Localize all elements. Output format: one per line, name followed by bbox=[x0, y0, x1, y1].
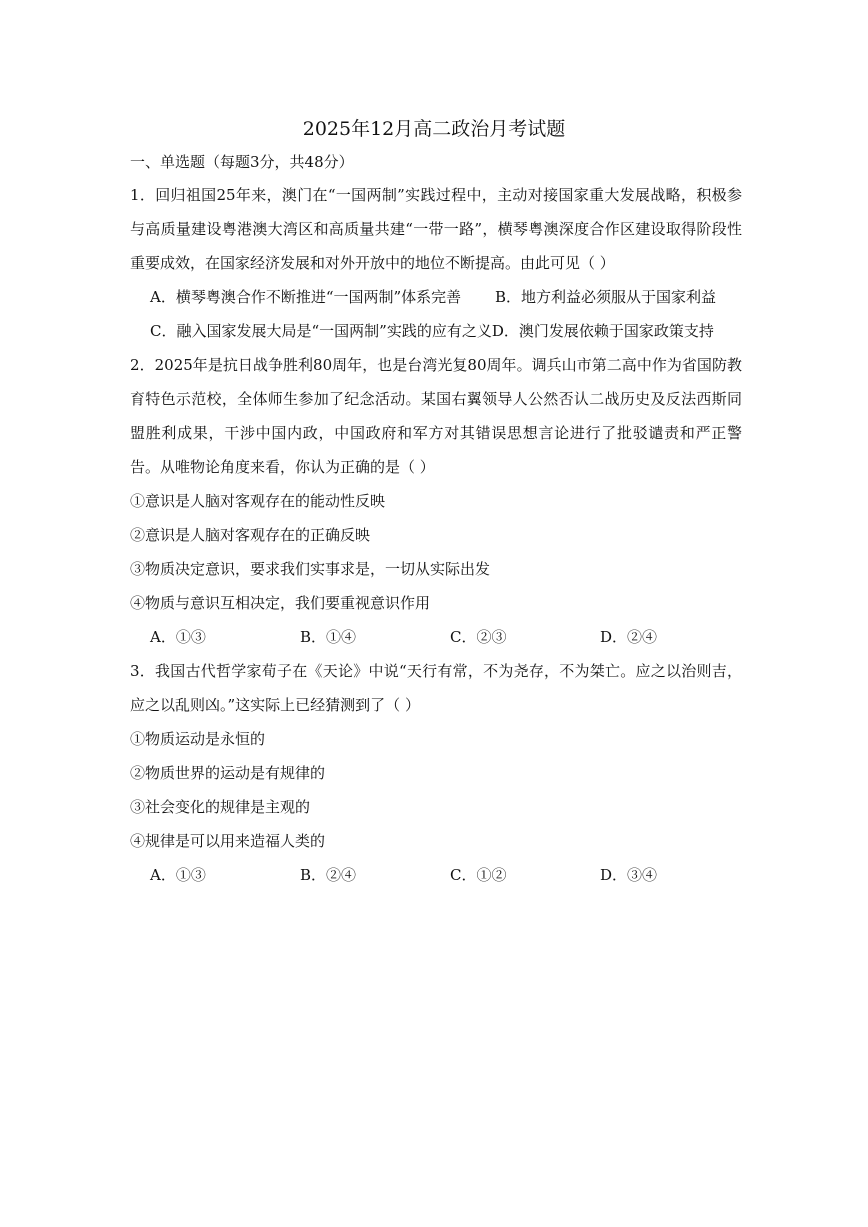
question-3 bbox=[130, 654, 742, 892]
statement: ④物质与意识互相决定，我们要重视意识作用 bbox=[130, 594, 431, 612]
options-row bbox=[130, 620, 742, 654]
option-b: B．地方利益必须服从于国家利益 bbox=[495, 288, 717, 306]
statement: ③物质决定意识，要求我们实事求是，一切从实际出发 bbox=[130, 560, 491, 578]
question-stem: 2．2025年是抗日战争胜利80周年，也是台湾光复80周年。调兵山市第二高中作为省国防教育特色示范校，全体师生参加了纪念活动。某国右翼领导人公然否认二战历史及反法西斯同盟胜利成果，干涉中国内政，中国政府和军方对其错误思想言论进行了批驳谴责和严正警告。从唯物论角度来看，你认为正确的是（ ） bbox=[130, 356, 742, 476]
option-d: D．③④ bbox=[600, 866, 658, 884]
option-a: A．①③ bbox=[150, 628, 206, 646]
question-2 bbox=[130, 348, 742, 654]
option-d: D．澳门发展依赖于国家政策支持 bbox=[491, 322, 714, 340]
option-b: B．②④ bbox=[300, 866, 357, 884]
statement: ①意识是人脑对客观存在的能动性反映 bbox=[130, 492, 386, 510]
option-c: C．②③ bbox=[450, 628, 507, 646]
question-stem: 1．回归祖国25年来，澳门在“一国两制”实践过程中，主动对接国家重大发展战略，积极参与高质量建设粤港澳大湾区和高质量共建“一带一路”，横琴粤澳深度合作区建设取得阶段性重要成效，在国家经济发展和对外开放中的地位不断提高。由此可见（ ） bbox=[130, 186, 742, 272]
section-heading: 一、单选题（每题3分，共48分） bbox=[130, 153, 354, 171]
option-a: A．①③ bbox=[150, 866, 206, 884]
options-row bbox=[130, 280, 742, 314]
option-a: A．横琴粤澳合作不断推进“一国两制”体系完善 bbox=[150, 288, 462, 306]
page-title: 2025年12月高二政治月考试题 bbox=[302, 118, 566, 140]
option-b: B．①④ bbox=[300, 628, 357, 646]
statement: ③社会变化的规律是主观的 bbox=[130, 798, 311, 816]
option-d: D．②④ bbox=[600, 628, 658, 646]
exam-content bbox=[130, 150, 742, 892]
question-stem: 3．我国古代哲学家荀子在《天论》中说“天行有常，不为尧存，不为桀亡。应之以治则吉，应之以乱则凶。”这实际上已经猜测到了（ ） bbox=[130, 662, 742, 714]
statement: ①物质运动是永恒的 bbox=[130, 730, 266, 748]
options-row bbox=[130, 314, 742, 348]
statement: ②物质世界的运动是有规律的 bbox=[130, 764, 326, 782]
statement: ④规律是可以用来造福人类的 bbox=[130, 832, 326, 850]
options-row bbox=[130, 858, 742, 892]
statement: ②意识是人脑对客观存在的正确反映 bbox=[130, 526, 371, 544]
option-c: C．①② bbox=[450, 866, 507, 884]
question-1 bbox=[130, 178, 742, 348]
option-c: C．融入国家发展大局是“一国两制”实践的应有之义 bbox=[150, 322, 492, 340]
